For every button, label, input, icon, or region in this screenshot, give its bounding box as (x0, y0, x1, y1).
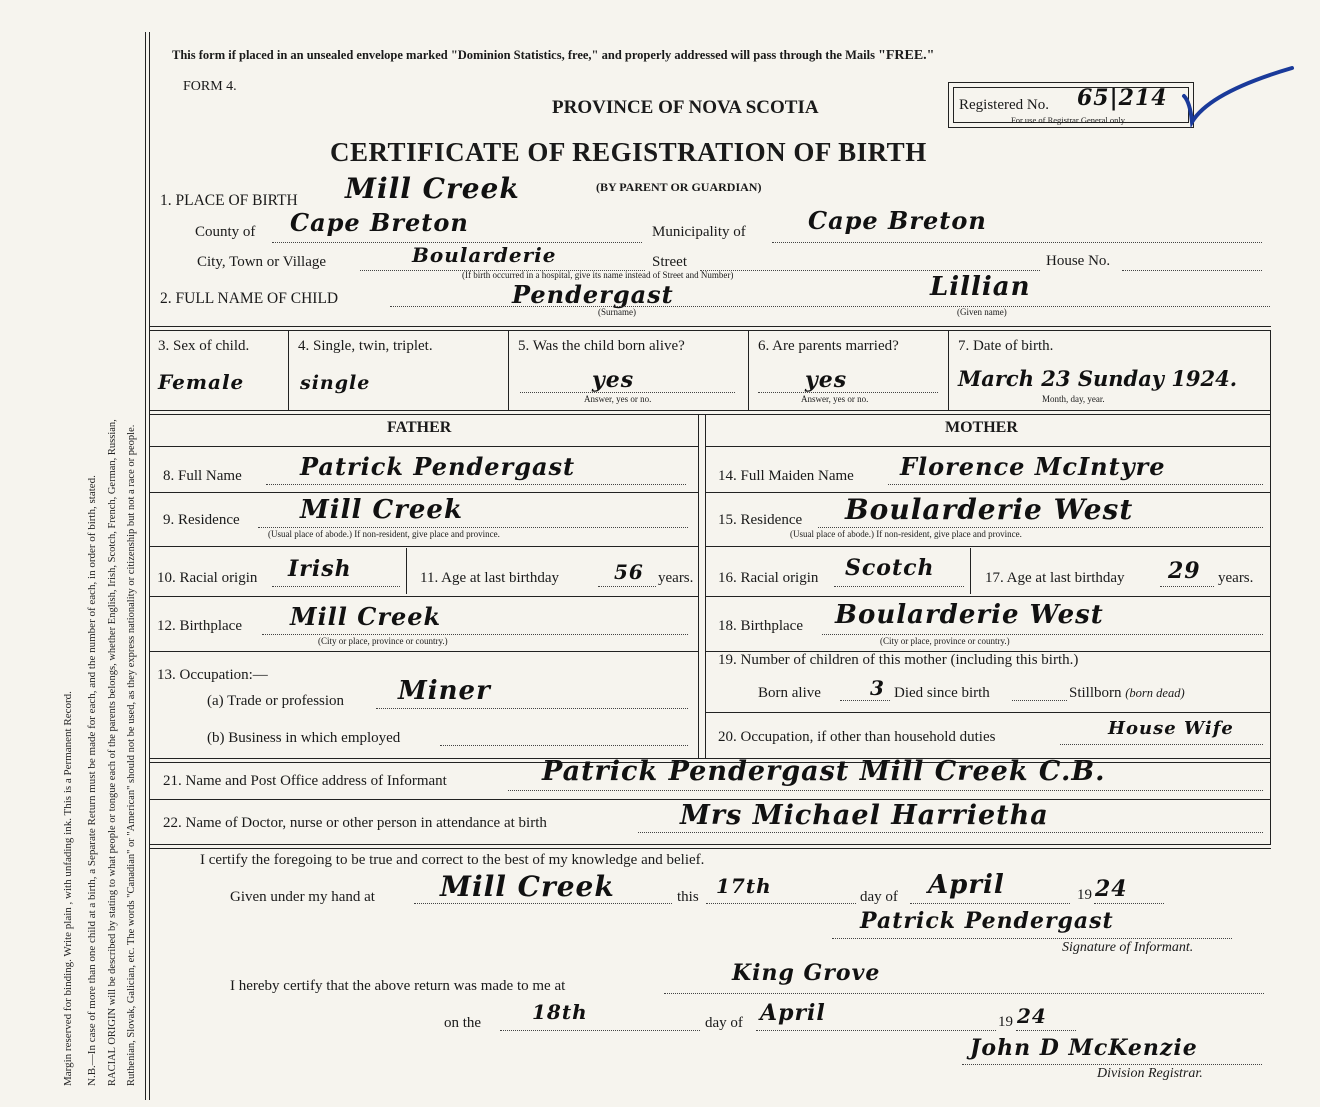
registrar-year-value: 24 (1017, 1004, 1047, 1028)
checkmark-icon (1180, 62, 1300, 132)
street-label: Street (652, 254, 687, 270)
registrar-note: For use of Registrar General only. (1011, 115, 1127, 125)
informant-signature: Patrick Pendergast (860, 908, 1114, 934)
given-place-value: Mill Creek (440, 870, 615, 903)
alive-note: Answer, yes or no. (584, 394, 652, 404)
mother-heading: MOTHER (945, 419, 1018, 436)
trade-label: (a) Trade or profession (207, 693, 345, 709)
margin-note-nb: N.B.—In case of more than one child at a birth, a Separate Return must be made for each, and the number of each, in order of birth, stated. (86, 475, 98, 1086)
date-note: Month, day, year. (1042, 394, 1105, 404)
father-name-value: Patrick Pendergast (300, 452, 576, 481)
father-age-label: 11. Age at last birthday (420, 570, 559, 586)
municipality-label: Municipality of (652, 224, 746, 240)
left-border (145, 32, 146, 1100)
mother-birthplace-value: Boularderie West (835, 600, 1104, 630)
informant-signature-caption: Signature of Informant. (1062, 940, 1194, 955)
registered-value: 65|214 (1077, 85, 1168, 111)
date-value: March 23 Sunday 1924. (958, 366, 1238, 391)
house-label: House No. (1046, 253, 1111, 269)
sex-label: 3. Sex of child. (158, 338, 250, 354)
mother-name-value: Florence McIntyre (900, 452, 1166, 481)
certify-day-value: 17th (716, 874, 772, 898)
father-birthplace-note: (City or place, province or country.) (318, 636, 448, 646)
registrar-day-of-label: day of (705, 1015, 743, 1031)
occupation-label: 13. Occupation:— (157, 667, 268, 683)
registrar-place-value: King Grove (732, 960, 881, 986)
single-label: 4. Single, twin, triplet. (298, 338, 433, 354)
father-age-value: 56 (614, 560, 644, 584)
born-alive-value: 3 (870, 676, 885, 700)
registered-box (948, 82, 1194, 128)
given-note: (Given name) (957, 307, 1007, 317)
on-the-label: on the (444, 1015, 482, 1031)
father-residence-note: (Usual place of abode.) If non-resident, give place and province. (268, 529, 500, 539)
mother-age-value: 29 (1168, 558, 1201, 584)
mail-note: This form if placed in an unsealed envelope marked "Dominion Statistics, free," and properly addressed will pass through the Mails "FREE." (172, 48, 935, 63)
father-residence-value: Mill Creek (300, 495, 463, 525)
married-value: yes (805, 367, 848, 393)
margin-note-racial-2: Ruthenian, Slovak, Galician, etc. The words "Canadian" or "American" should not be used, as they express nationality or citizenship but not a race or people. (126, 424, 137, 1086)
doctor-label: 22. Name of Doctor, nurse or other person in attendance at birth (163, 815, 547, 831)
alive-value: yes (592, 367, 635, 393)
province-heading: PROVINCE OF NOVA SCOTIA (552, 97, 819, 118)
trade-value: Miner (398, 676, 491, 706)
mother-years: years. (1218, 570, 1254, 586)
registered-label: Registered No. (959, 97, 1049, 113)
city-value: Boularderie (412, 243, 557, 267)
informant-label: 21. Name and Post Office address of Informant (163, 773, 447, 789)
mother-age-label: 17. Age at last birthday (985, 570, 1125, 586)
father-racial-value: Irish (288, 556, 352, 582)
father-name-label: 8. Full Name (163, 468, 242, 484)
margin-note-racial: RACIAL ORIGIN will be described by stating to what people or tongue each of the parents belongs, whether English, Irish, Scotch, French, German, Russian, (107, 419, 118, 1086)
right-border (1270, 330, 1271, 845)
this-label: this (677, 889, 699, 905)
married-note: Answer, yes or no. (801, 394, 869, 404)
single-value: single (300, 372, 371, 394)
mother-residence-note: (Usual place of abode.) If non-resident, give place and province. (790, 529, 1022, 539)
county-label: County of (195, 224, 256, 240)
doctor-value: Mrs Michael Harrietha (680, 800, 1049, 831)
place-value: Mill Creek (345, 172, 520, 205)
date-label: 7. Date of birth. (958, 338, 1054, 354)
father-years: years. (658, 570, 694, 586)
registrar-month-value: April (760, 1000, 826, 1026)
form-number: FORM 4. (183, 79, 237, 94)
business-label: (b) Business in which employed (207, 730, 401, 746)
married-label: 6. Are parents married? (758, 338, 899, 354)
place-label: 1. PLACE OF BIRTH (160, 192, 298, 209)
certify-month-value: April (928, 870, 1005, 900)
county-value: Cape Breton (290, 208, 469, 237)
mother-racial-label: 16. Racial origin (718, 570, 819, 586)
certify-statement: I certify the foregoing to be true and correct to the best of my knowledge and belief. (200, 852, 705, 868)
child-name-label: 2. FULL NAME OF CHILD (160, 290, 339, 307)
mother-name-label: 14. Full Maiden Name (718, 468, 854, 484)
certify-day-of-label: day of (860, 889, 898, 905)
municipality-value: Cape Breton (808, 206, 987, 235)
child-surname: Pendergast (512, 280, 674, 309)
certify-year-value: 24 (1095, 876, 1128, 902)
father-residence-label: 9. Residence (163, 512, 240, 528)
mother-birthplace-note: (City or place, province or country.) (880, 636, 1010, 646)
died-label: Died since birth (894, 685, 990, 701)
informant-value: Patrick Pendergast Mill Creek C.B. (542, 756, 1106, 787)
father-heading: FATHER (387, 419, 452, 436)
registrar-caption: Division Registrar. (1097, 1066, 1203, 1081)
alive-label: 5. Was the child born alive? (518, 338, 685, 354)
sex-value: Female (158, 370, 245, 394)
certificate-title: CERTIFICATE OF REGISTRATION OF BIRTH (330, 137, 927, 167)
city-label: City, Town or Village (197, 254, 327, 270)
mother-racial-value: Scotch (845, 555, 935, 581)
margin-note-binding: Margin reserved for binding. Write plain , with unfading ink. This is a Permanent Record. (62, 691, 74, 1086)
mother-occupation-label: 20. Occupation, if other than household duties (718, 729, 996, 745)
stillborn-label: Stillborn (born dead) (1069, 685, 1185, 701)
registrar-year-prefix: 19 (998, 1014, 1013, 1030)
born-alive-label: Born alive (758, 685, 821, 701)
certify-year-prefix: 19 (1077, 887, 1092, 903)
registrar-signature: John D McKenzie (970, 1035, 1198, 1061)
given-under-label: Given under my hand at (230, 889, 375, 905)
child-given-name: Lillian (930, 272, 1031, 302)
surname-note: (Surname) (598, 307, 636, 317)
mother-residence-value: Boularderie West (845, 493, 1134, 526)
mother-birthplace-label: 18. Birthplace (718, 618, 803, 634)
registrar-statement: I hereby certify that the above return was made to me at (230, 978, 566, 994)
father-racial-label: 10. Racial origin (157, 570, 258, 586)
mother-residence-label: 15. Residence (718, 512, 803, 528)
registrar-day-value: 18th (532, 1000, 588, 1024)
hospital-note: (If birth occurred in a hospital, give its name instead of Street and Number) (462, 270, 734, 280)
by-parent-note: (BY PARENT OR GUARDIAN) (596, 180, 762, 194)
father-birthplace-label: 12. Birthplace (157, 618, 242, 634)
children-count-label: 19. Number of children of this mother (including this birth.) (718, 652, 1079, 668)
mother-occupation-value: House Wife (1108, 718, 1234, 739)
father-birthplace-value: Mill Creek (290, 602, 442, 631)
